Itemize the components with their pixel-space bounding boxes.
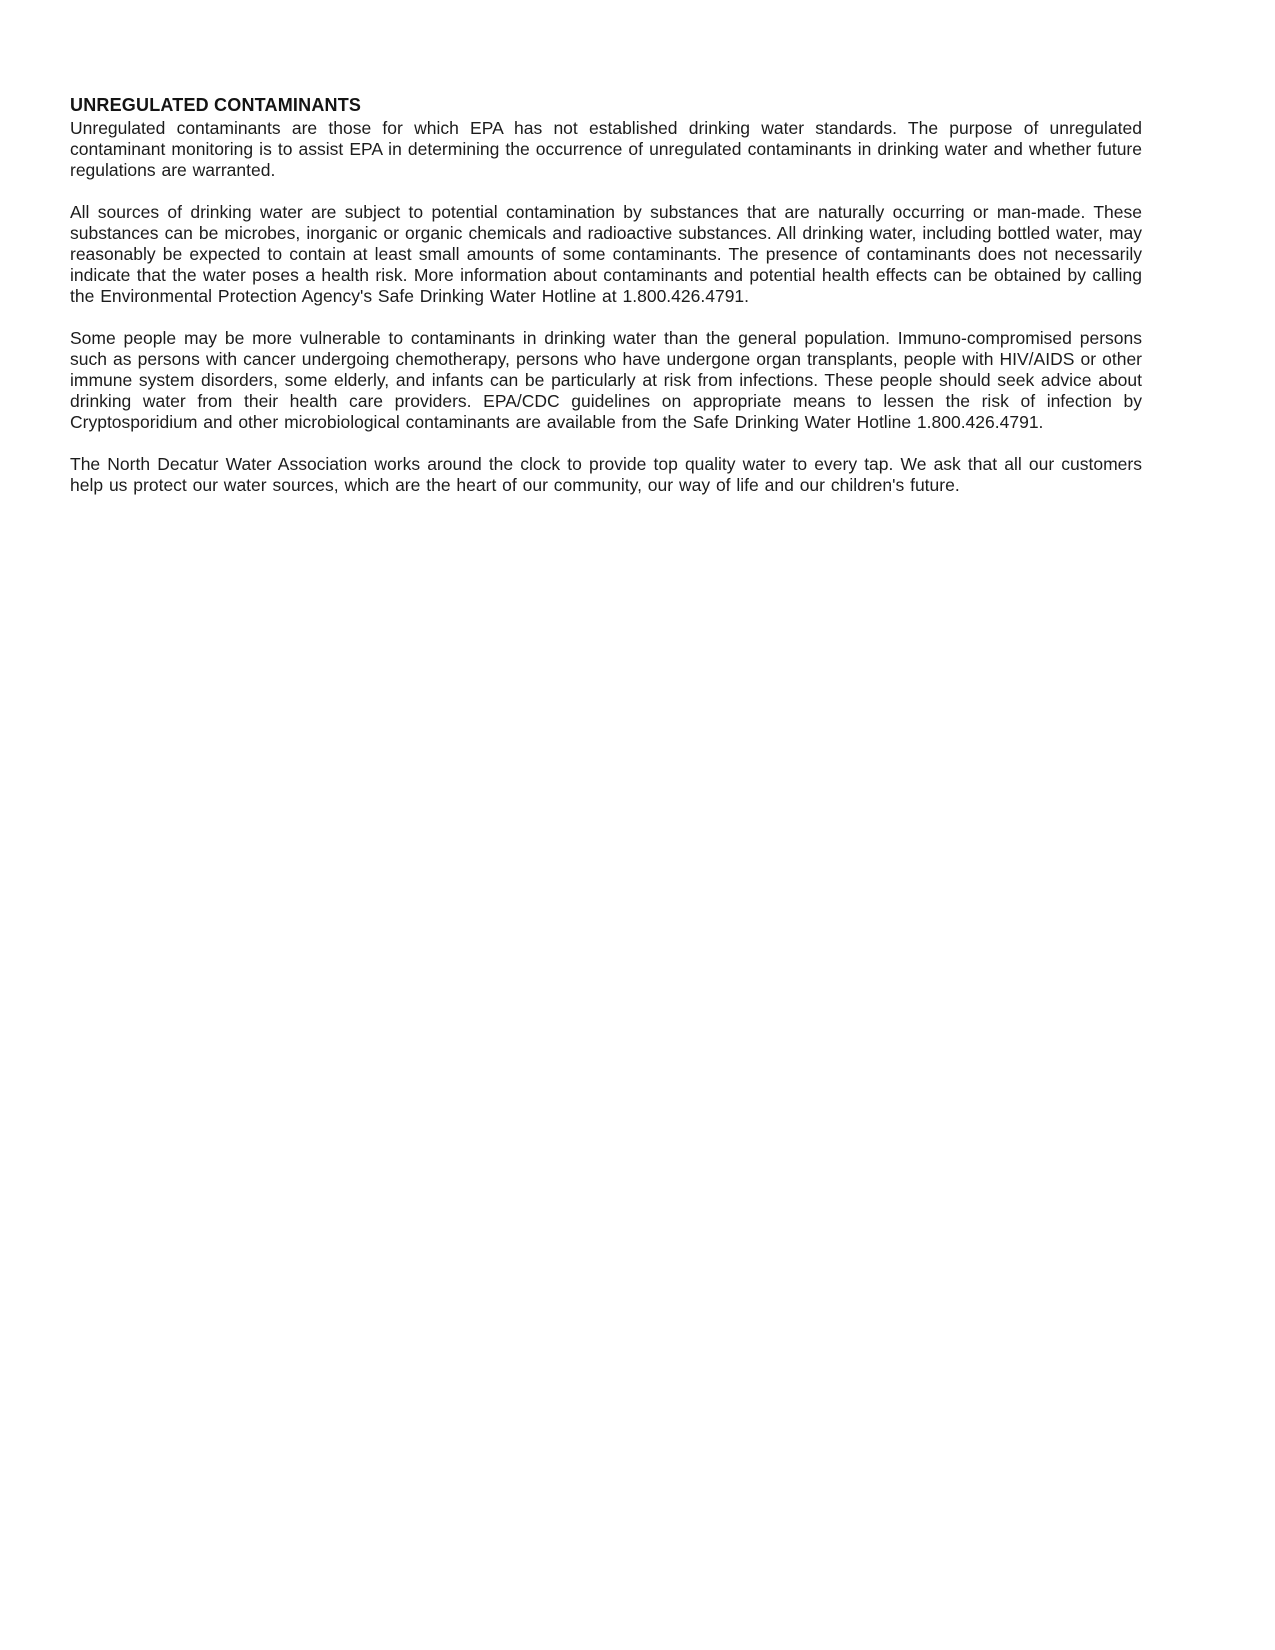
paragraph-sources-of-water: All sources of drinking water are subject to potential contamination by substances that are naturally occurring or man-made. These substances can be microbes, inorganic or organic chemicals and radioactive substances. All drinking water, including bottled water, may reasonably be expected to contain at least small amounts of some contaminants. The presence of contaminants does not necessarily indicate that the water poses a health risk. More information about contaminants and potential health effects can be obtained by calling the Environmental Protection Agency's Safe Drinking Water Hotline at 1.800.426.4791. <box>70 202 1142 306</box>
section-heading: UNREGULATED CONTAMINANTS <box>70 95 362 115</box>
paragraph-vulnerable-populations: Some people may be more vulnerable to contaminants in drinking water than the general population. Immuno-compromised persons such as persons with cancer undergoing chemotherapy, persons who have undergone organ transplants, people with HIV/AIDS or other immune system disorders, some elderly, and infants can be particularly at risk from infections. These people should seek advice about drinking water from their health care providers. EPA/CDC guidelines on appropriate means to lessen the risk of infection by Cryptosporidium and other microbiological contaminants are available from the Safe Drinking Water Hotline 1.800.426.4791. <box>70 328 1142 432</box>
paragraph-association-closing: The North Decatur Water Association works around the clock to provide top quality water to every tap. We ask that all our customers help us protect our water sources, which are the heart of our community, our way of life and our children's future. <box>70 454 1142 495</box>
paragraph-unregulated-intro: Unregulated contaminants are those for which EPA has not established drinking water standards. The purpose of unregulated contaminant monitoring is to assist EPA in determining the occurrence of unregulated contaminants in drinking water and whether future regulations are warranted. <box>70 118 1142 180</box>
text-block <box>70 94 1142 496</box>
